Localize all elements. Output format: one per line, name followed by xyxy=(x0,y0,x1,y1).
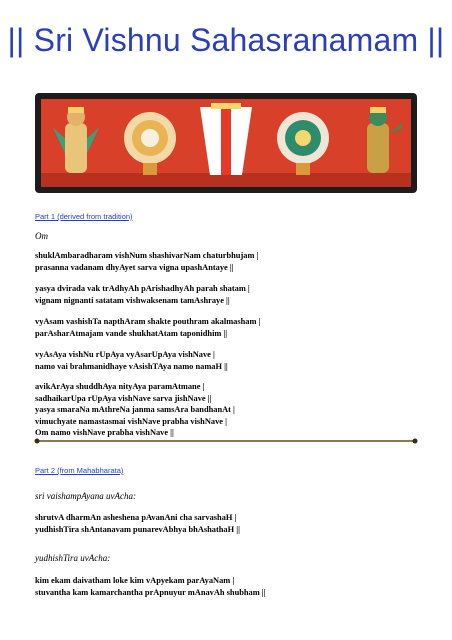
verse-line: Om namo vishNave prabha vishNave || xyxy=(35,428,174,437)
verse-block-7 xyxy=(35,512,240,535)
verse-block-2 xyxy=(35,283,250,306)
verse-block-5 xyxy=(35,381,211,404)
verse-line: yasya smaraNa mAthreNa janma samsAra bandhanAt | xyxy=(35,405,235,414)
part1-link[interactable]: Part 1 (derived from tradition) xyxy=(35,212,133,221)
verse-line: shuklAmbaradharam vishNum shashivarNam chaturbhujam | xyxy=(35,251,259,260)
verse-line: namo vai brahmanidhaye vAsishTAya namo namaH || xyxy=(35,361,228,371)
verse-line: parAsharAtmajam vande shukhatAtam taponidhim || xyxy=(35,328,228,338)
speaker-vaishampayana: sri vaishampAyana uvAcha: xyxy=(35,491,136,501)
verse-line: vyAsam vashishTa napthAram shakte pouthram akalmasham | xyxy=(35,317,261,326)
verse-block-6 xyxy=(35,404,235,439)
verse-block-1 xyxy=(35,250,258,273)
verse-line: sadhaikarUpa rUpAya vishNave sarva jishNave || xyxy=(35,393,212,403)
verse-line: shrutvA dharmAn asheshena pAvanAni cha sarvashaH | xyxy=(35,513,237,522)
page-title: || Sri Vishnu Sahasranamam || xyxy=(7,22,445,58)
verse-line: vimuchyate namastasmai vishNave prabha vishNave | xyxy=(35,416,227,426)
verse-line: yudhishTira shAntanavam punarevAbhya bhAshathaH || xyxy=(35,524,240,534)
part2-link[interactable]: Part 2 (from Mahabharata) xyxy=(35,466,124,475)
speaker-yudhishtira: yudhishTira uvAcha: xyxy=(35,553,111,563)
verse-line: vyAsAya vishNu rUpAya vyAsarUpAya vishNave | xyxy=(35,350,215,359)
verse-block-3 xyxy=(35,316,260,339)
verse-line: stuvantha kam kamarchantha prApnuyur mAnavAh shubham || xyxy=(35,587,266,597)
verse-line: avikArAya shuddhAya nityAya paramAtmane | xyxy=(35,382,205,391)
verse-line: yasya dvirada vak trAdhyAh pArishadhyAh parah shatam | xyxy=(35,284,250,293)
om-heading: Om xyxy=(35,231,48,241)
verse-block-4 xyxy=(35,349,228,372)
section-divider xyxy=(34,437,418,445)
verse-line: prasanna vadanam dhyAyet sarva vigna upashAntaye || xyxy=(35,262,234,272)
deity-banner-image xyxy=(35,93,417,193)
verse-line: kim ekam daivatham loke kim vApyekam parAyaNam | xyxy=(35,576,235,585)
verse-line: vignam nignanti satatam vishwaksenam tamAshraye || xyxy=(35,295,230,305)
verse-block-8 xyxy=(35,575,266,598)
